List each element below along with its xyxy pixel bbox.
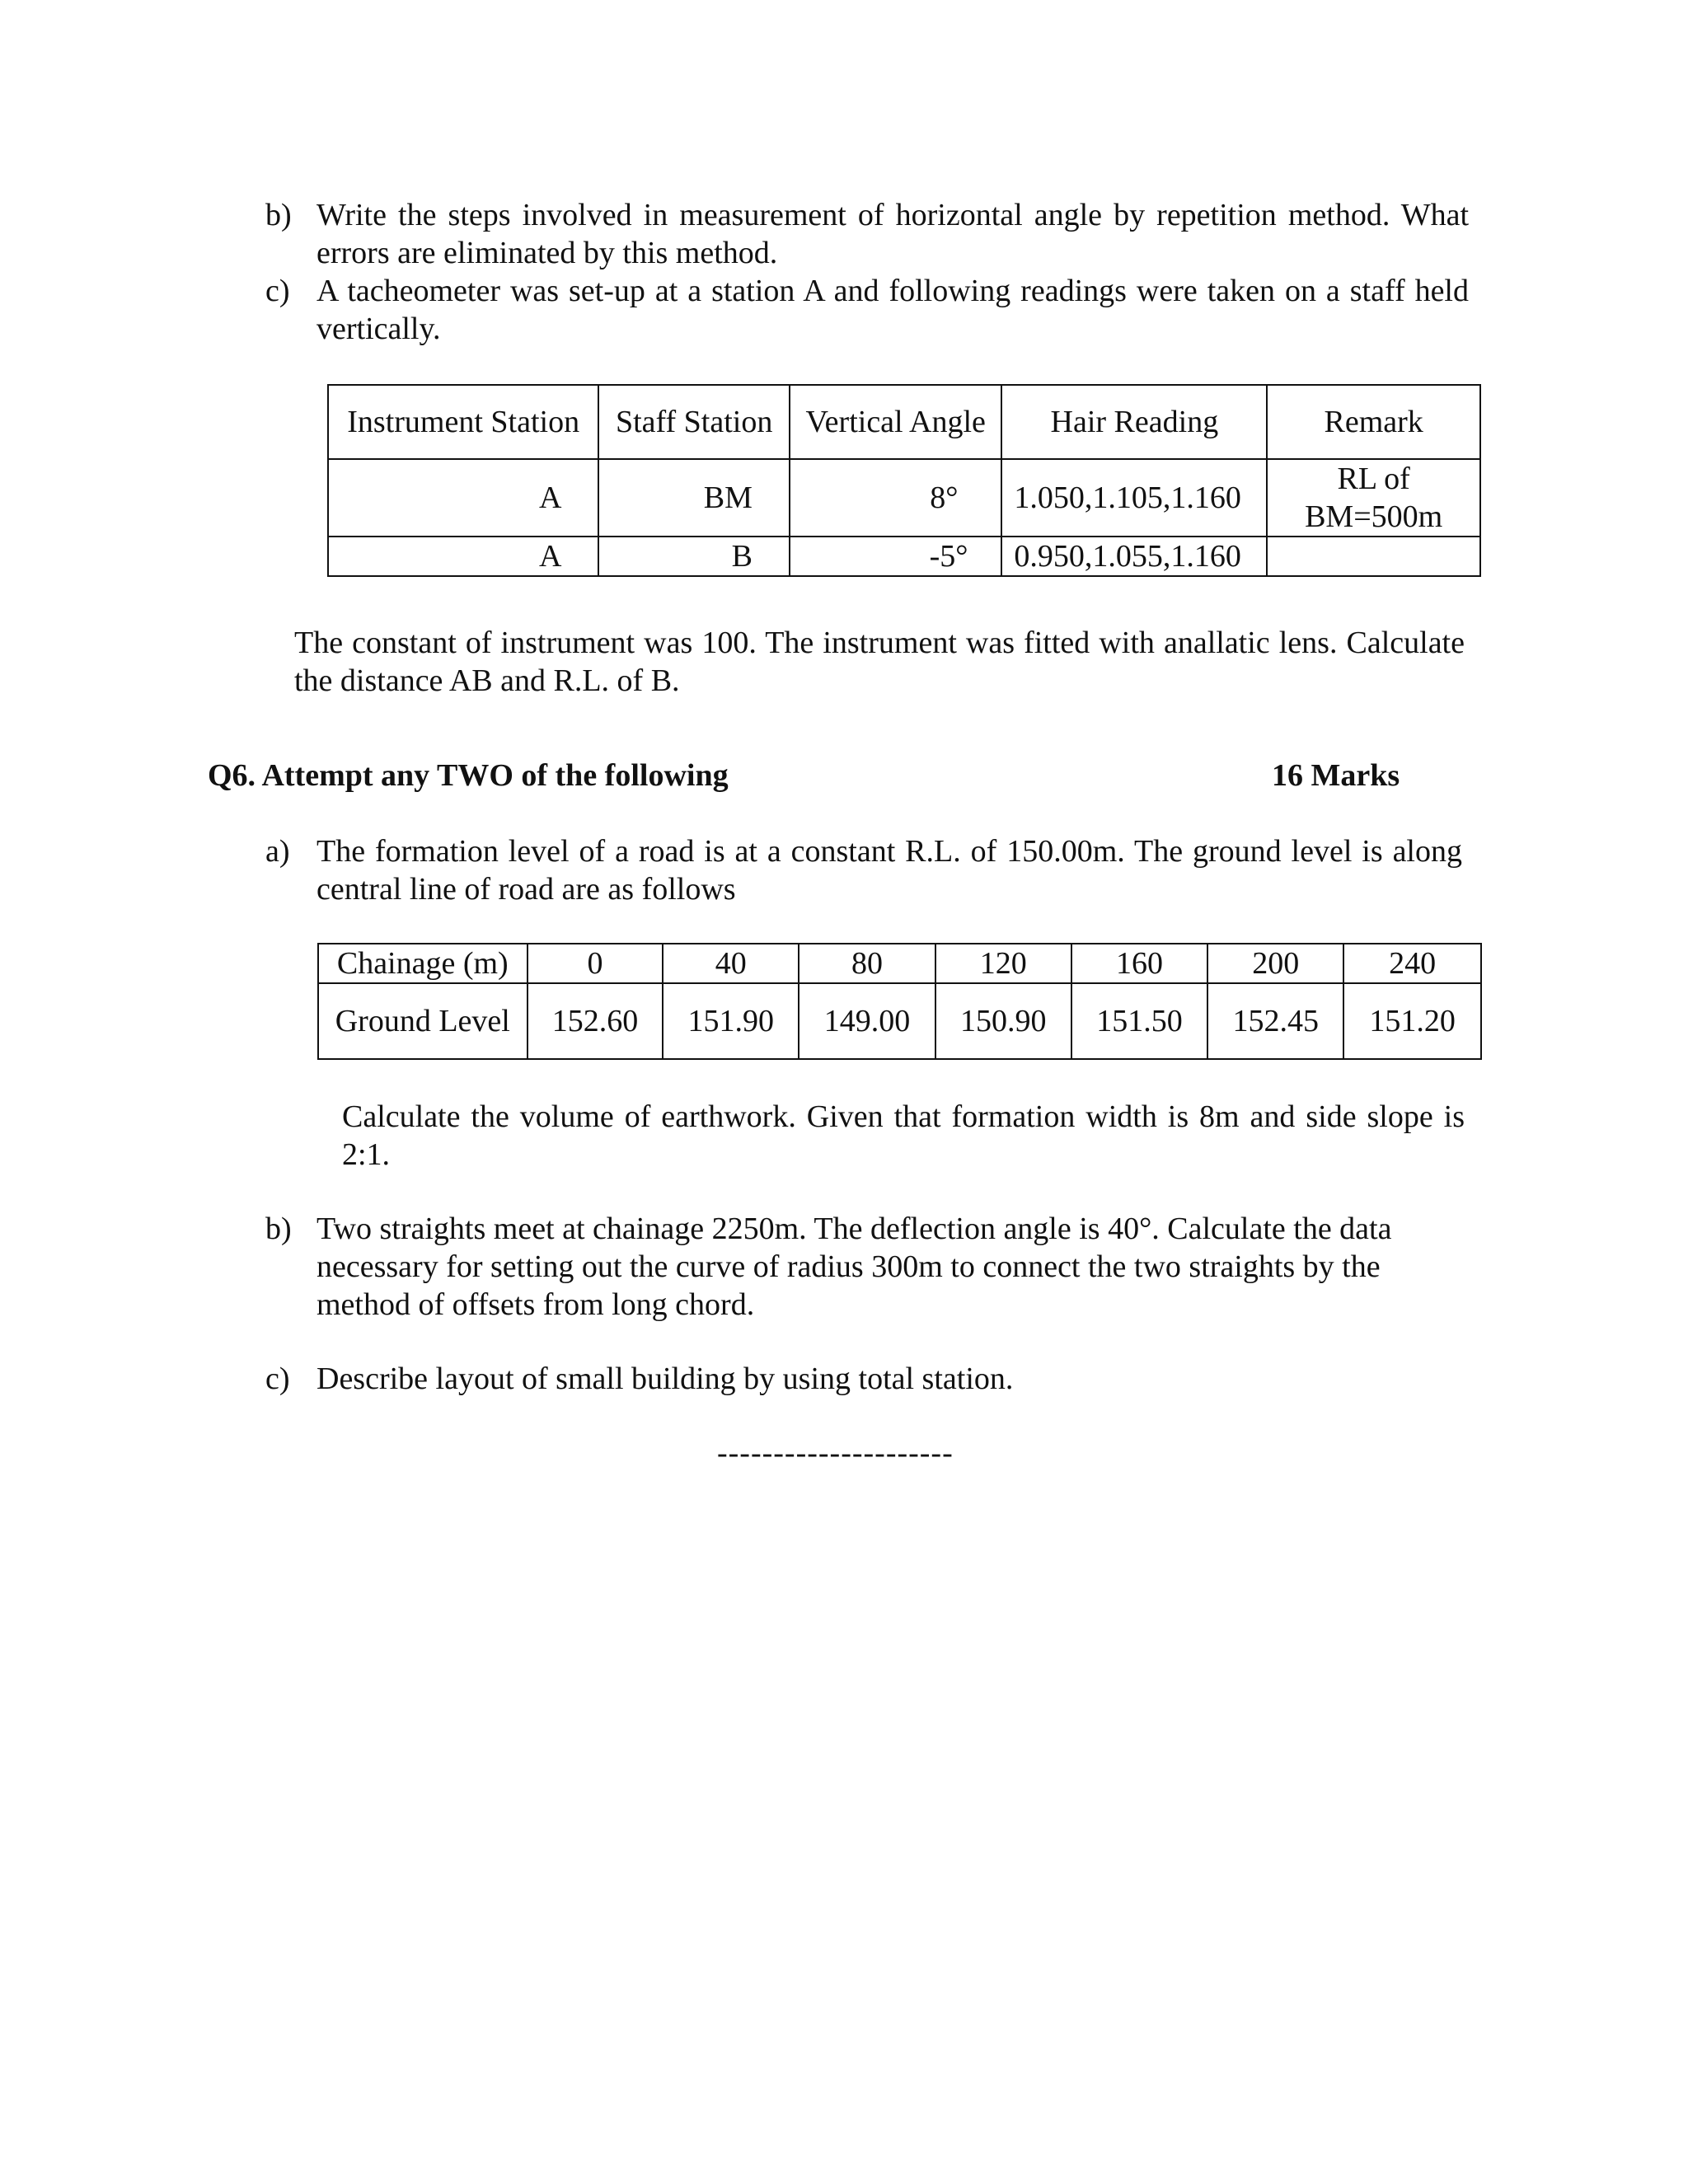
question-text: Write the steps involved in measurement of horizontal angle by repetition method. What errors are eliminated by this method. [316, 198, 1469, 270]
chainage-table [317, 943, 1482, 1060]
remark-empty-cell [1267, 537, 1480, 576]
ground-level-cell: 151.50 [1071, 983, 1208, 1059]
ground-level-cell: 151.20 [1343, 983, 1481, 1059]
chainage-cell: 40 [663, 944, 799, 983]
ground-level-cell: 152.60 [528, 983, 663, 1059]
question-text: The formation level of a road is at a constant R.L. of 150.00m. The ground level is along central line of road are as follows [316, 834, 1462, 907]
question-text: Describe layout of small building by using total station. [316, 1361, 1014, 1396]
chainage-cell: 240 [1343, 944, 1481, 983]
item-label: c) [265, 1361, 290, 1396]
item-label: a) [265, 834, 290, 869]
item-label: c) [265, 274, 290, 308]
staff-station-cell: BM [598, 459, 790, 537]
chainage-cell: 80 [799, 944, 935, 983]
vertical-angle-cell: 8° [790, 459, 1001, 537]
tacheometer-table [327, 384, 1481, 577]
end-marker: --------------------- [717, 1436, 954, 1470]
question-6a-continuation: Calculate the volume of earthwork. Given that formation width is 8m and side slope is 2:1. [342, 1099, 1465, 1172]
ground-level-cell: 152.45 [1207, 983, 1343, 1059]
chainage-cell: 160 [1071, 944, 1208, 983]
hair-reading-cell: 0.950,1.055,1.160 [1001, 537, 1267, 576]
question-6b [265, 1210, 1469, 1324]
question-5b [265, 196, 1469, 272]
chainage-cell: 120 [935, 944, 1071, 983]
staff-station-cell: B [598, 537, 790, 576]
ground-level-cell: 150.90 [935, 983, 1071, 1059]
vertical-angle-cell: -5° [790, 537, 1001, 576]
header-instrument-station: Instrument Station [328, 385, 598, 459]
ground-level-cell: 151.90 [663, 983, 799, 1059]
question-text: Two straights meet at chainage 2250m. The deflection angle is 40°. Calculate the data necessary for setting out the curve of radius 300m to connect the two straights by the method of offsets from long chord. [316, 1212, 1392, 1322]
question-6a [265, 832, 1469, 908]
item-label: b) [265, 198, 292, 232]
hair-reading-cell: 1.050,1.105,1.160 [1001, 459, 1267, 537]
instrument-station-cell: A [328, 537, 598, 576]
item-label: b) [265, 1212, 292, 1246]
header-hair-reading: Hair Reading [1001, 385, 1267, 459]
table-row [328, 459, 1480, 537]
remark-cell: RL of BM=500m [1267, 459, 1480, 537]
chainage-cell: 0 [528, 944, 663, 983]
header-remark: Remark [1267, 385, 1480, 459]
question-6-marks: 16 Marks [1272, 758, 1400, 793]
ground-level-cell: 149.00 [799, 983, 935, 1059]
question-5c [265, 272, 1469, 348]
ground-level-row [318, 983, 1481, 1059]
instrument-station-cell: A [328, 459, 598, 537]
question-5c-continuation: The constant of instrument was 100. The instrument was fitted with anallatic lens. Calculate the distance AB and R.L. of B. [294, 626, 1465, 698]
table-row [328, 537, 1480, 576]
chainage-row [318, 944, 1481, 983]
chainage-cell: 200 [1207, 944, 1343, 983]
table-header-row [328, 385, 1480, 459]
chainage-label: Chainage (m) [318, 944, 528, 983]
question-6-heading: Q6. Attempt any TWO of the following [208, 758, 729, 793]
question-6c [265, 1360, 1469, 1398]
question-text: A tacheometer was set-up at a station A and following readings were taken on a staff held vertically. [316, 274, 1469, 346]
header-vertical-angle: Vertical Angle [790, 385, 1001, 459]
ground-level-label: Ground Level [318, 983, 528, 1059]
header-staff-station: Staff Station [598, 385, 790, 459]
